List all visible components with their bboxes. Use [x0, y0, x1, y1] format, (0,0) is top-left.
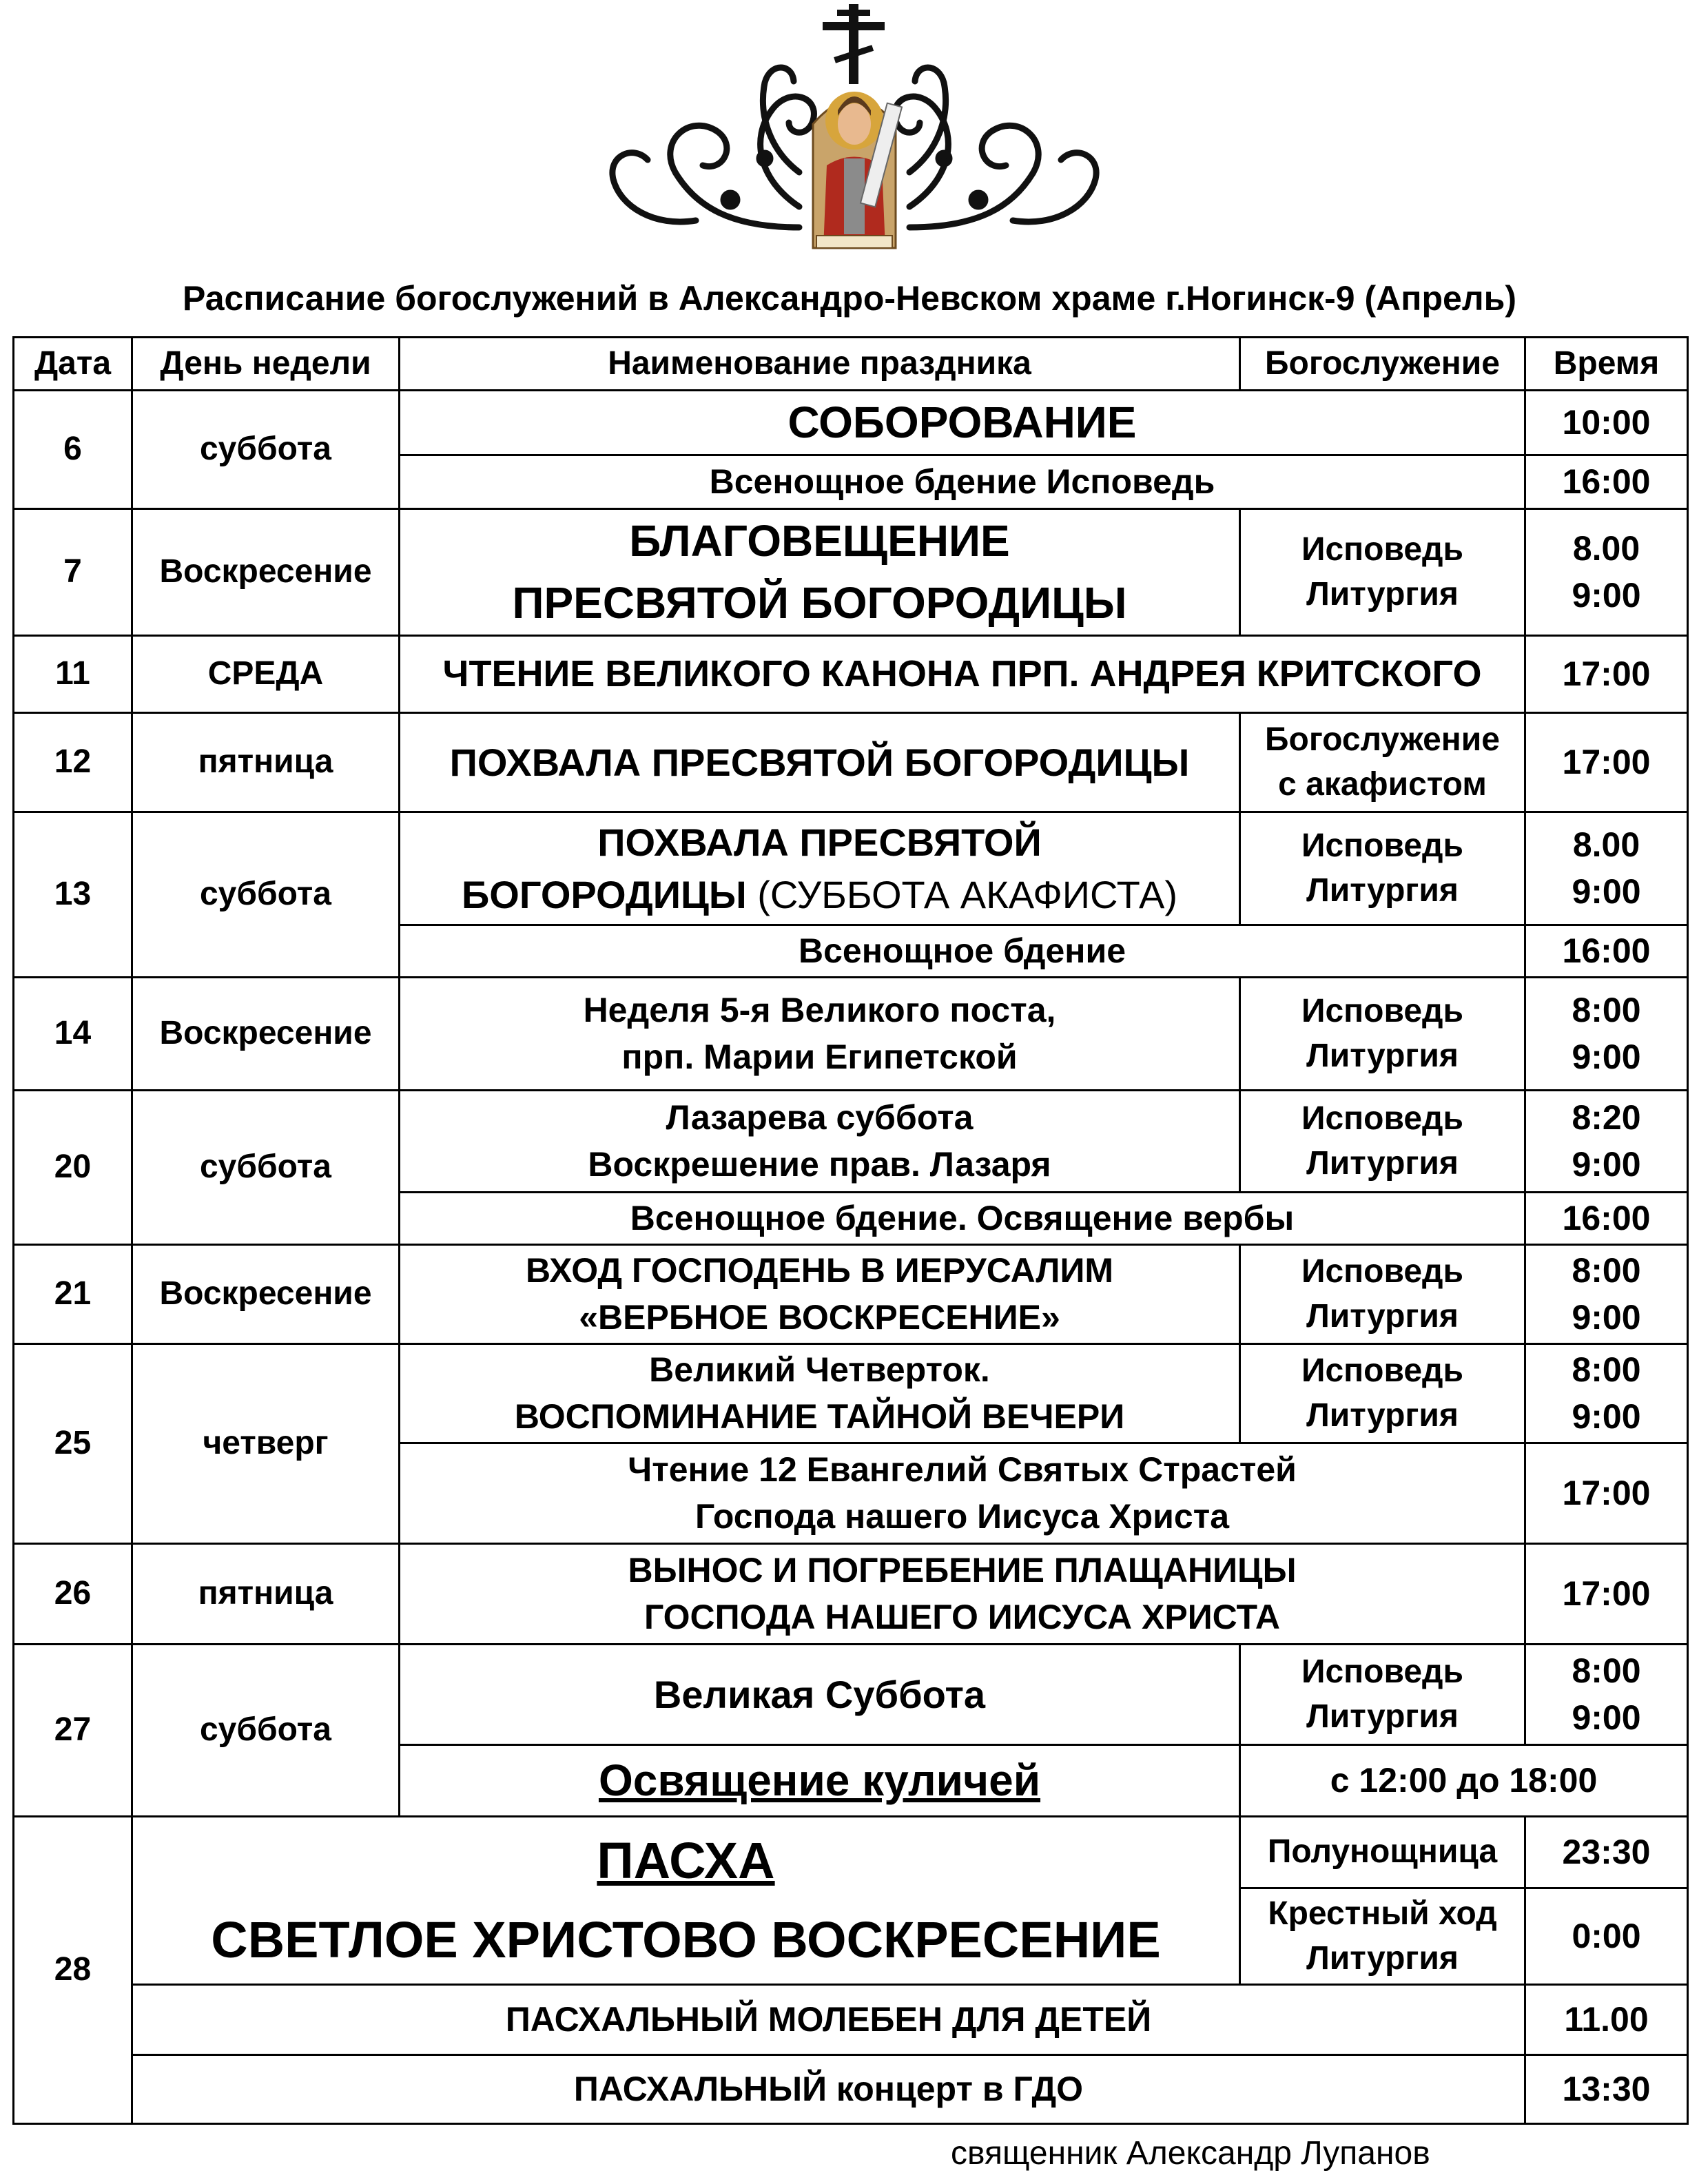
- feast-name-line: БЛАГОВЕЩЕНИЕ: [629, 515, 1010, 566]
- service-cell: Полунощница: [1240, 1817, 1525, 1888]
- feast-name-line: ГОСПОДА НАШЕГО ИИСУСА ХРИСТА: [643, 1597, 1281, 1636]
- feast-name-part: (СУББОТА АКАФИСТА): [757, 872, 1177, 916]
- table-header-row: [14, 338, 1688, 391]
- time-cell: [1525, 1645, 1688, 1745]
- service-cell: [1240, 1091, 1525, 1193]
- time-cell: 17:00: [1525, 636, 1688, 713]
- feast-name-line: ПОХВАЛА ПРЕСВЯТОЙ: [597, 820, 1042, 864]
- service-cell: [1240, 713, 1525, 812]
- date-cell: 21: [14, 1245, 132, 1344]
- feast-name-line: «ВЕРБНОЕ ВОСКРЕСЕНИЕ»: [579, 1297, 1060, 1337]
- service-line: Литургия: [1306, 575, 1459, 612]
- table-row: [14, 2055, 1688, 2124]
- time-cell: [1525, 1344, 1688, 1443]
- time-cell: 17:00: [1525, 713, 1688, 812]
- time-cell: 10:00: [1525, 391, 1688, 455]
- feast-name-line: СВЕТЛОЕ ХРИСТОВО ВОСКРЕСЕНИЕ: [211, 1910, 1161, 1968]
- table-row: [14, 713, 1688, 812]
- time-line: 9:00: [1572, 575, 1641, 615]
- table-row: [14, 1245, 1688, 1344]
- date-cell: 26: [14, 1544, 132, 1645]
- feast-name-part: БОГОРОДИЦЫ: [462, 872, 747, 916]
- date-cell: 27: [14, 1645, 132, 1817]
- feast-name-cell: Всенощное бдение. Освящение вербы: [400, 1193, 1525, 1245]
- feast-name: ПОХВАЛА ПРЕСВЯТОЙ БОГОРОДИЦЫ: [449, 740, 1190, 784]
- time-cell: [1525, 509, 1688, 636]
- feast-name-cell: [400, 1344, 1240, 1443]
- feast-name-line: ВЫНОС И ПОГРЕБЕНИЕ ПЛАЩАНИЦЫ: [628, 1551, 1297, 1589]
- right-ornament-icon: [895, 68, 1097, 227]
- feast-name-cell: Всенощное бдение: [400, 925, 1525, 978]
- weekday-cell: четверг: [132, 1344, 400, 1544]
- feast-name: Освящение куличей: [598, 1755, 1041, 1805]
- feast-name-cell: [400, 1091, 1240, 1193]
- feast-name-cell: [400, 1745, 1240, 1817]
- service-line: Литургия: [1306, 1698, 1459, 1735]
- weekday-cell: суббота: [132, 1091, 400, 1245]
- feast-name-cell: [400, 978, 1240, 1091]
- service-cell: [1240, 1245, 1525, 1344]
- feast-name: СОБОРОВАНИЕ: [787, 397, 1137, 447]
- date-cell: 6: [14, 391, 132, 509]
- service-cell: [1240, 1888, 1525, 1985]
- time-line: 8:00: [1572, 991, 1641, 1029]
- service-line: Исповедь: [1301, 1352, 1464, 1389]
- service-line: Литургия: [1306, 1939, 1459, 1977]
- date-cell: 12: [14, 713, 132, 812]
- time-line: 9:00: [1572, 1037, 1641, 1076]
- feast-name-line: Лазарева суббота: [666, 1098, 974, 1137]
- service-line: Литургия: [1306, 1297, 1459, 1335]
- date-cell: 14: [14, 978, 132, 1091]
- feast-name-cell: ПАСХАЛЬНЫЙ концерт в ГДО: [132, 2055, 1525, 2124]
- feast-name-cell: [400, 1645, 1240, 1745]
- service-line: с акафистом: [1278, 765, 1487, 803]
- service-line: Литургия: [1306, 1037, 1459, 1074]
- feast-name-cell: [400, 812, 1240, 925]
- time-cell: 16:00: [1525, 455, 1688, 509]
- feast-name-cell: Всенощное бдение Исповедь: [400, 455, 1525, 509]
- orthodox-cross-and-saint-icon-with-ornaments: [593, 0, 1116, 262]
- table-row: [14, 812, 1688, 925]
- weekday-cell: Воскресение: [132, 978, 400, 1091]
- service-cell: [1240, 1344, 1525, 1443]
- page-title: Расписание богослужений в Александро-Невском храме г.Ногинск-9 (Апрель): [183, 279, 1516, 318]
- date-cell: 7: [14, 509, 132, 636]
- feast-name-line: ПАСХА: [597, 1831, 775, 1889]
- column-header-service: Богослужение: [1240, 338, 1525, 391]
- table-row: [14, 1985, 1688, 2055]
- weekday-cell: Воскресение: [132, 509, 400, 636]
- feast-name-cell: [400, 1544, 1525, 1645]
- service-line: Крестный ход: [1268, 1895, 1497, 1932]
- feast-name-cell: [400, 636, 1525, 713]
- time-line: 9:00: [1572, 1698, 1641, 1737]
- time-cell: 17:00: [1525, 1443, 1688, 1544]
- service-line: Исповедь: [1301, 992, 1464, 1029]
- column-header-feast-name: Наименование праздника: [400, 338, 1240, 391]
- date-cell: 20: [14, 1091, 132, 1245]
- weekday-cell: суббота: [132, 812, 400, 978]
- service-line: Литургия: [1306, 1144, 1459, 1182]
- date-cell: 28: [14, 1817, 132, 2124]
- time-cell: с 12:00 до 18:00: [1240, 1745, 1688, 1817]
- service-cell: [1240, 812, 1525, 925]
- feast-name-line: Чтение 12 Евангелий Святых Страстей: [628, 1450, 1297, 1489]
- feast-name-cell: [400, 1245, 1240, 1344]
- feast-name-line: ВОСПОМИНАНИЕ ТАЙНОЙ ВЕЧЕРИ: [514, 1397, 1125, 1436]
- feast-name-line: Господа нашего Иисуса Христа: [694, 1496, 1230, 1536]
- feast-name-line: Великий Четверток.: [649, 1350, 990, 1389]
- feast-name-line: Неделя 5-я Великого поста,: [583, 991, 1056, 1029]
- table-row: [14, 1817, 1688, 1888]
- schedule-table: [12, 336, 1689, 2125]
- time-line: 8:00: [1572, 1651, 1641, 1690]
- table-row: [14, 1544, 1688, 1645]
- feast-name-line: прп. Марии Египетской: [621, 1037, 1018, 1076]
- time-line: 9:00: [1572, 1397, 1641, 1436]
- service-line: Исповедь: [1301, 827, 1464, 864]
- saint-icon: [813, 92, 902, 248]
- feast-name-cell: [400, 391, 1525, 455]
- time-cell: 23:30: [1525, 1817, 1688, 1888]
- feast-name-line: ВХОД ГОСПОДЕНЬ В ИЕРУСАЛИМ: [525, 1251, 1114, 1290]
- time-cell: 13:30: [1525, 2055, 1688, 2124]
- time-cell: 11.00: [1525, 1985, 1688, 2055]
- table-row: [14, 509, 1688, 636]
- time-line: 9:00: [1572, 1297, 1641, 1337]
- feast-name-cell: [400, 509, 1240, 636]
- time-line: 8.00: [1572, 529, 1640, 568]
- time-line: 8:00: [1572, 1350, 1641, 1389]
- service-cell: [1240, 978, 1525, 1091]
- column-header-weekday: День недели: [132, 338, 400, 391]
- table-row: [14, 978, 1688, 1091]
- weekday-cell: пятница: [132, 1544, 400, 1645]
- time-line: 9:00: [1572, 1144, 1641, 1184]
- weekday-cell: СРЕДА: [132, 636, 400, 713]
- feast-name: ЧТЕНИЕ ВЕЛИКОГО КАНОНА ПРП. АНДРЕЯ КРИТСКОГО: [442, 653, 1482, 695]
- time-cell: 0:00: [1525, 1888, 1688, 1985]
- feast-name-cell: ПАСХАЛЬНЫЙ МОЛЕБЕН ДЛЯ ДЕТЕЙ: [132, 1985, 1525, 2055]
- service-line: Исповедь: [1301, 530, 1464, 568]
- service-line: Литургия: [1306, 1397, 1459, 1434]
- time-cell: [1525, 1091, 1688, 1193]
- weekday-cell: суббота: [132, 1645, 400, 1817]
- service-cell: [1240, 509, 1525, 636]
- date-cell: 25: [14, 1344, 132, 1544]
- table-row: [14, 391, 1688, 455]
- service-line: Богослужение: [1265, 721, 1500, 758]
- date-cell: 13: [14, 812, 132, 978]
- time-line: 9:00: [1572, 872, 1641, 911]
- column-header-time: Время: [1525, 338, 1688, 391]
- feast-name-line: ПРЕСВЯТОЙ БОГОРОДИЦЫ: [512, 577, 1127, 628]
- feast-name-cell: [132, 1817, 1240, 1985]
- column-header-date: Дата: [14, 338, 132, 391]
- feast-name-line: [404, 869, 1235, 921]
- service-line: Исповедь: [1301, 1100, 1464, 1137]
- service-line: Исповедь: [1301, 1653, 1464, 1690]
- time-cell: 17:00: [1525, 1544, 1688, 1645]
- time-line: 8:00: [1572, 1251, 1641, 1290]
- priest-signature: священник Александр Лупанов: [951, 2135, 1430, 2172]
- table-row: [14, 636, 1688, 713]
- weekday-cell: суббота: [132, 391, 400, 509]
- table-row: [14, 1645, 1688, 1745]
- weekday-cell: Воскресение: [132, 1245, 400, 1344]
- date-cell: 11: [14, 636, 132, 713]
- left-ornament-icon: [612, 68, 814, 227]
- feast-name: Великая Суббота: [653, 1672, 986, 1716]
- service-line: Литургия: [1306, 872, 1459, 909]
- time-cell: [1525, 978, 1688, 1091]
- time-line: 8:20: [1572, 1098, 1641, 1137]
- table-row: [14, 1344, 1688, 1443]
- time-cell: 16:00: [1525, 925, 1688, 978]
- service-cell: [1240, 1645, 1525, 1745]
- feast-name-cell: [400, 1443, 1525, 1544]
- table-row: [14, 1091, 1688, 1193]
- time-cell: 16:00: [1525, 1193, 1688, 1245]
- time-cell: [1525, 812, 1688, 925]
- weekday-cell: пятница: [132, 713, 400, 812]
- feast-name-cell: [400, 713, 1240, 812]
- orthodox-cross-icon: [823, 4, 885, 84]
- feast-name-line: Воскрешение прав. Лазаря: [588, 1144, 1051, 1184]
- time-cell: [1525, 1245, 1688, 1344]
- time-line: 8.00: [1572, 825, 1640, 864]
- service-line: Исповедь: [1301, 1253, 1464, 1290]
